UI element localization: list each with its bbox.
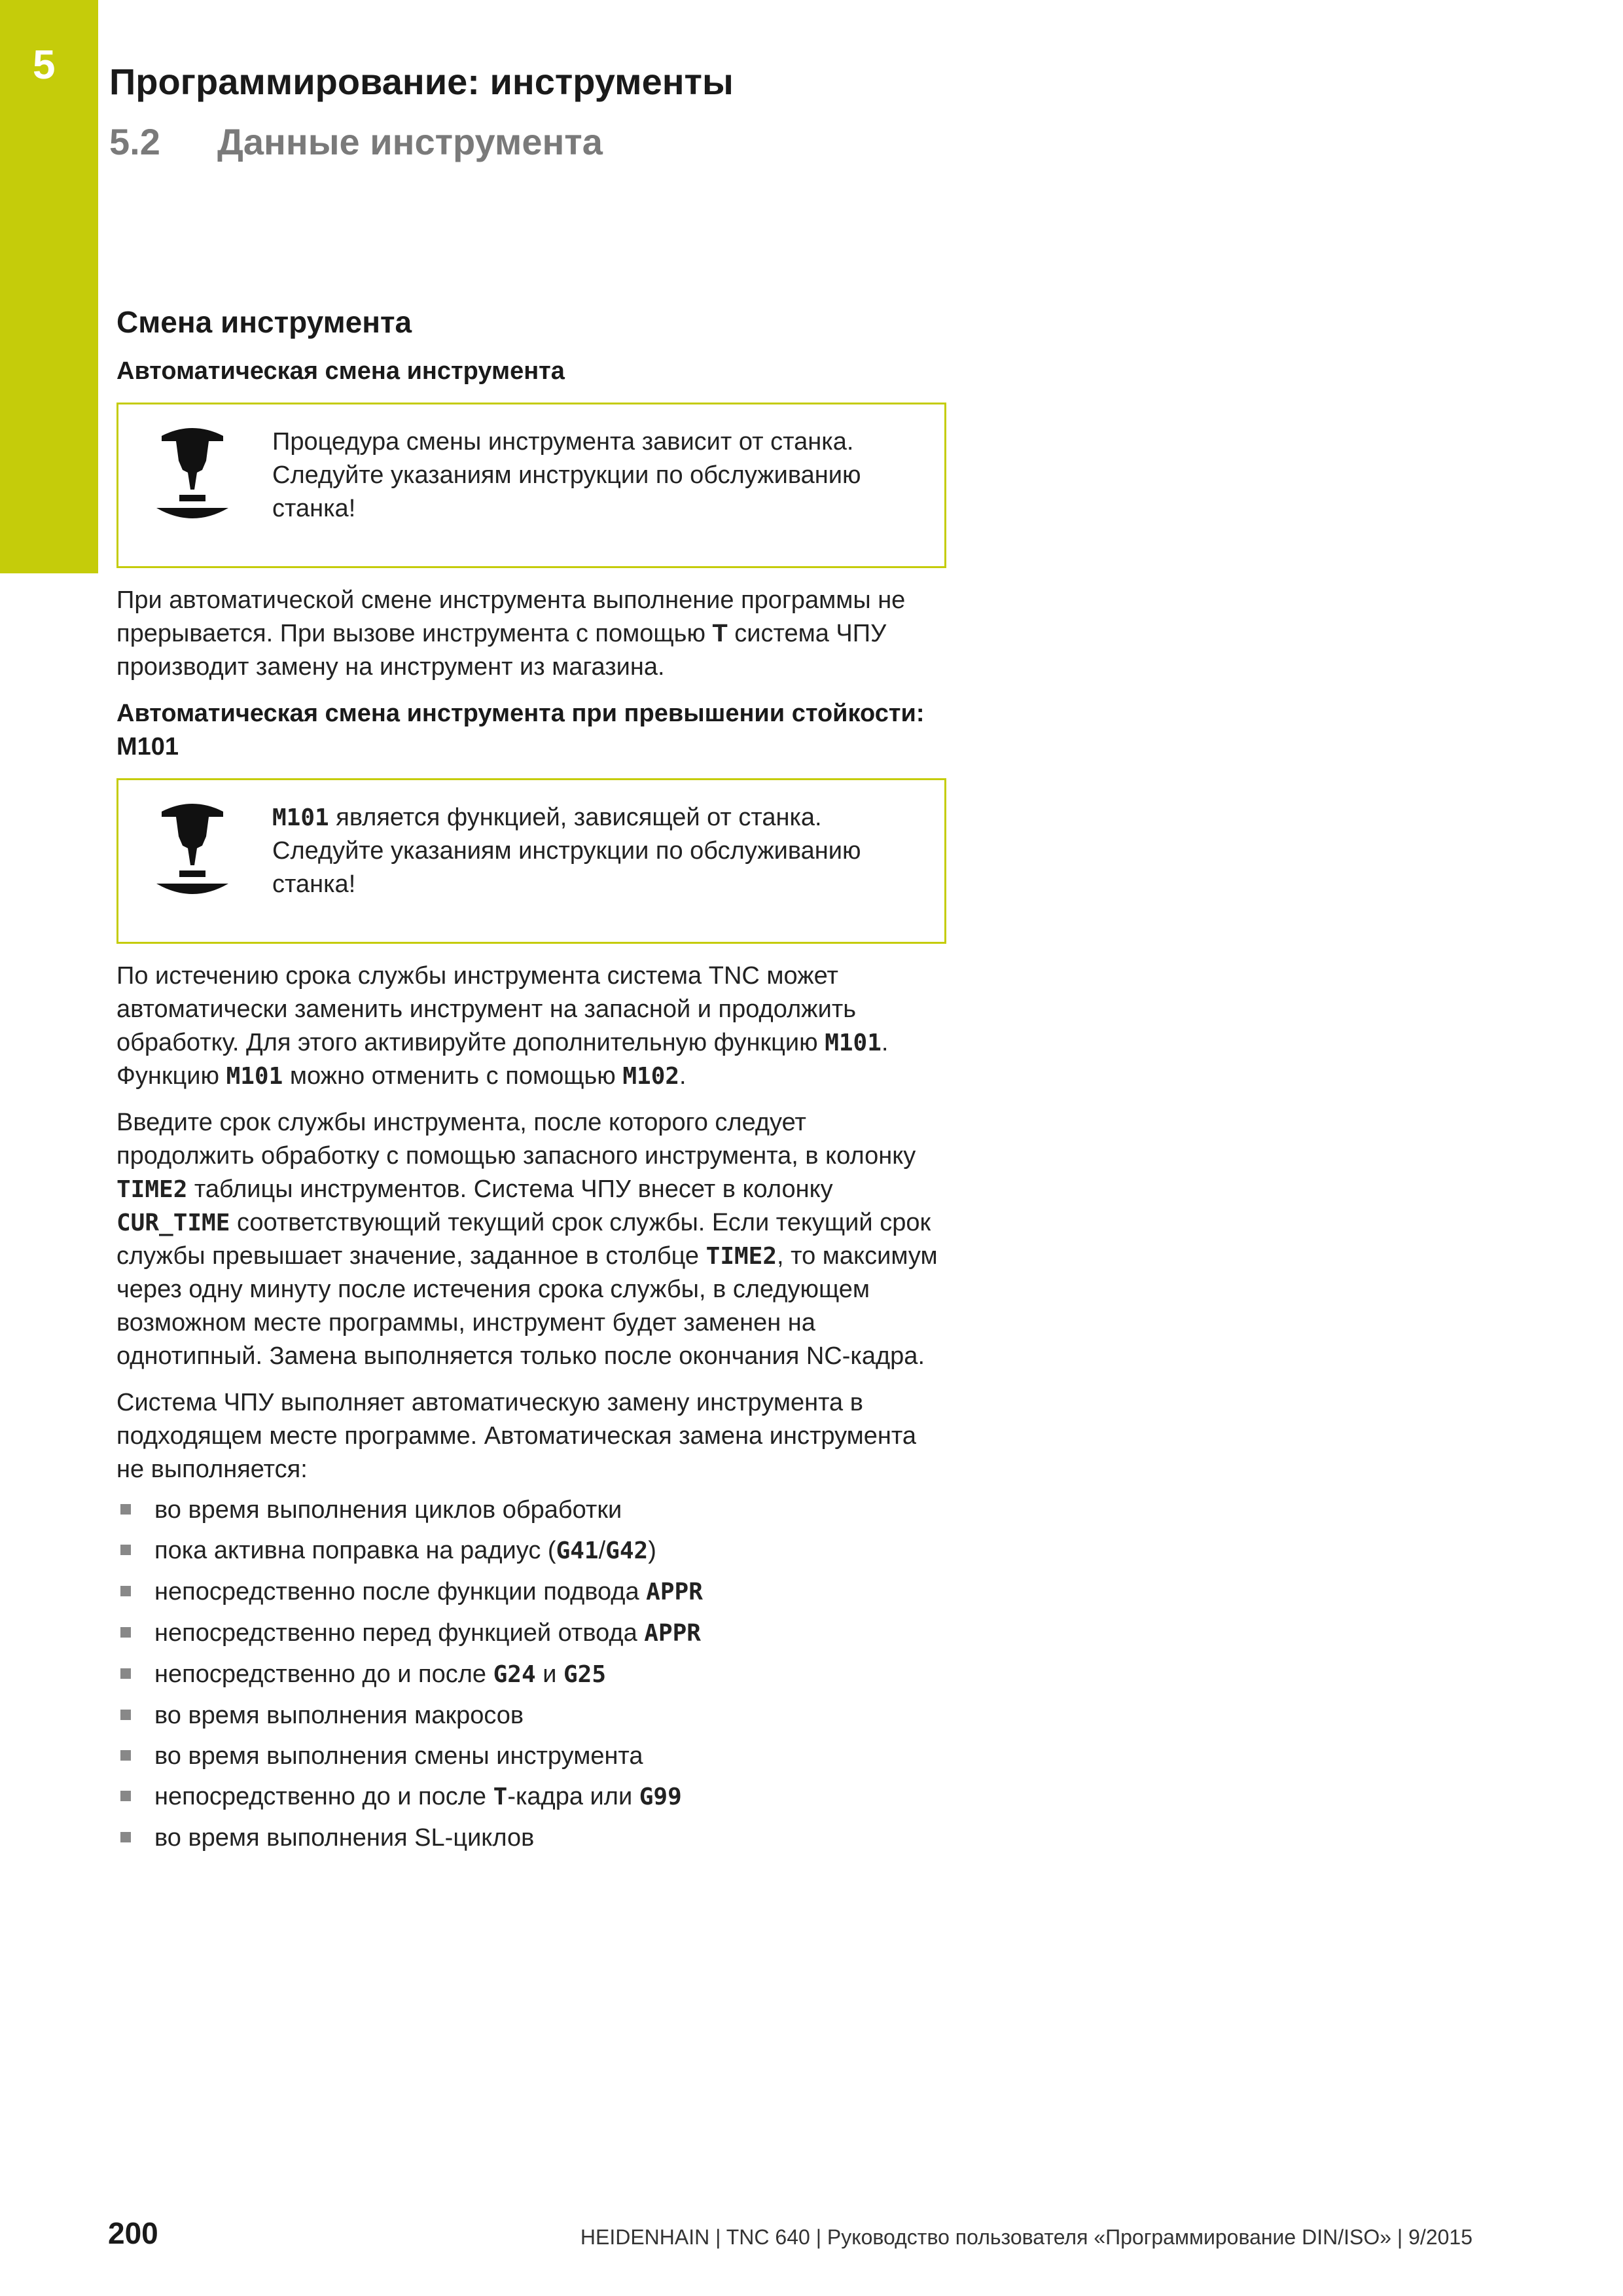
subheading-auto-change: Автоматическая смена инструмента	[116, 357, 565, 385]
para2-text-a: По истечению срока службы инструмента система TNC может автоматически заменить инструмент на запасной и продолжить обработку. Для этого активируйте дополнительную функцию	[116, 962, 857, 1056]
list-item-text: во время выполнения макросов	[154, 1702, 524, 1729]
list-item	[116, 1657, 948, 1692]
list-item-text: во время выполнения SL-циклов	[154, 1824, 535, 1852]
para3-text-e: соответствующий текущий срок службы. Если текущий срок службы превышает значение, заданное в столбце	[116, 1209, 931, 1270]
para3-text-a: Введите срок службы инструмента, после которого следует продолжить обработку с помощью запасного инструмента, в колонку	[116, 1109, 916, 1170]
list-item	[116, 1698, 948, 1732]
para3-text-g: , то максимум через одну минуту после истечения срока службы, в следующем возможном месте программы, инструмент будет заменен на однотипный. Замена выполняется только после окончания NC-кадра.	[116, 1242, 938, 1370]
chapter-title: Программирование: инструменты	[109, 61, 734, 102]
list-item	[116, 1575, 948, 1609]
note-1-text: Процедура смены инструмента зависит от станка. Следуйте указаниям инструкции по обслуживанию станка!	[272, 428, 861, 522]
para2-code-m101: M101	[825, 1030, 882, 1056]
section-title-text: Данные инструмента	[217, 121, 603, 162]
paragraph-exceptions-intro: Система ЧПУ выполняет автоматическую замену инструмента в подходящем месте программе. Автоматическая замена инструмента не выполняется:	[116, 1389, 916, 1483]
list-item-code: G25	[563, 1661, 607, 1688]
section-title	[109, 120, 603, 163]
list-item	[116, 1780, 948, 1814]
list-item-code: G42	[605, 1537, 649, 1564]
para1-text-c: система ЧПУ производит замену на инструмент из магазина.	[116, 620, 887, 681]
paragraph-time2	[116, 1106, 948, 1373]
list-item	[116, 1493, 948, 1527]
para3-text-c: таблицы инструментов. Система ЧПУ внесет в колонку	[187, 1175, 833, 1203]
para3-code-time2: TIME2	[116, 1176, 188, 1203]
para3-code-cur-time: CUR_TIME	[116, 1210, 230, 1236]
list-item-text: и	[535, 1660, 563, 1688]
list-item-code: APPR	[644, 1620, 701, 1647]
paragraph-auto-change	[116, 584, 948, 684]
para2-code-m102: M102	[622, 1063, 680, 1090]
para2-text-e: можно отменить с помощью	[283, 1062, 623, 1090]
list-item	[116, 1616, 948, 1651]
list-item	[116, 1821, 948, 1855]
para3-code-time2-2: TIME2	[705, 1243, 777, 1270]
list-item-text: /	[598, 1537, 606, 1564]
list-item-code: T	[493, 1784, 508, 1810]
main-content	[116, 304, 948, 1861]
exceptions-list	[116, 1493, 948, 1855]
list-item	[116, 1534, 948, 1568]
bullet-square-icon	[120, 1832, 131, 1842]
page-number: 200	[108, 2216, 158, 2250]
footer-text: HEIDENHAIN | TNC 640 | Руководство пользователя «Программирование DIN/ISO» | 9/2015	[580, 2225, 1472, 2249]
machine-note-2	[116, 778, 946, 944]
subheading-m101: Автоматическая смена инструмента при превышении стойкости: M101	[116, 700, 925, 761]
chapter-number: 5	[33, 43, 56, 88]
list-item-text: во время выполнения циклов обработки	[154, 1496, 622, 1524]
list-item-text: -кадра или	[507, 1783, 639, 1810]
para2-code-m101-2: M101	[226, 1063, 283, 1090]
bullet-square-icon	[120, 1668, 131, 1679]
list-item-text: непосредственно перед функцией отвода	[154, 1619, 645, 1647]
para1-text-a: При автоматической смене инструмента выполнение программы не прерывается. При вызове инструмента с помощью	[116, 586, 906, 647]
machine-dependent-icon	[156, 800, 228, 898]
para1-code-t: T	[712, 620, 728, 647]
list-item-text: )	[648, 1537, 656, 1564]
list-item-code: G99	[639, 1784, 682, 1810]
para2-text-c: . Функцию	[116, 1029, 889, 1090]
section-heading: Смена инструмента	[116, 305, 412, 339]
note-2-body: является функцией, зависящей от станка. Следуйте указаниям инструкции по обслуживанию станка!	[272, 804, 861, 898]
bullet-square-icon	[120, 1586, 131, 1596]
list-item-code: G24	[493, 1661, 536, 1688]
bullet-square-icon	[120, 1545, 131, 1555]
bullet-square-icon	[120, 1504, 131, 1515]
list-item	[116, 1739, 948, 1773]
section-number: 5.2	[109, 121, 160, 162]
list-item-text: во время выполнения смены инструмента	[154, 1742, 643, 1770]
machine-dependent-icon	[156, 424, 228, 522]
bullet-square-icon	[120, 1627, 131, 1638]
chapter-side-band	[0, 0, 98, 573]
bullet-square-icon	[120, 1791, 131, 1801]
note-2-code: M101	[272, 804, 329, 831]
list-item-text: непосредственно до и после	[154, 1783, 493, 1810]
list-item-text: пока активна поправка на радиус (	[154, 1537, 556, 1564]
list-item-code: APPR	[646, 1579, 703, 1605]
list-item-text: непосредственно после функции подвода	[154, 1578, 647, 1605]
machine-note-1	[116, 403, 946, 568]
para2-text-g: .	[679, 1062, 687, 1090]
note-2-text	[272, 801, 931, 901]
bullet-square-icon	[120, 1710, 131, 1720]
paragraph-m101	[116, 960, 948, 1093]
list-item-text: непосредственно до и после	[154, 1660, 493, 1688]
bullet-square-icon	[120, 1750, 131, 1761]
list-item-code: G41	[556, 1537, 599, 1564]
